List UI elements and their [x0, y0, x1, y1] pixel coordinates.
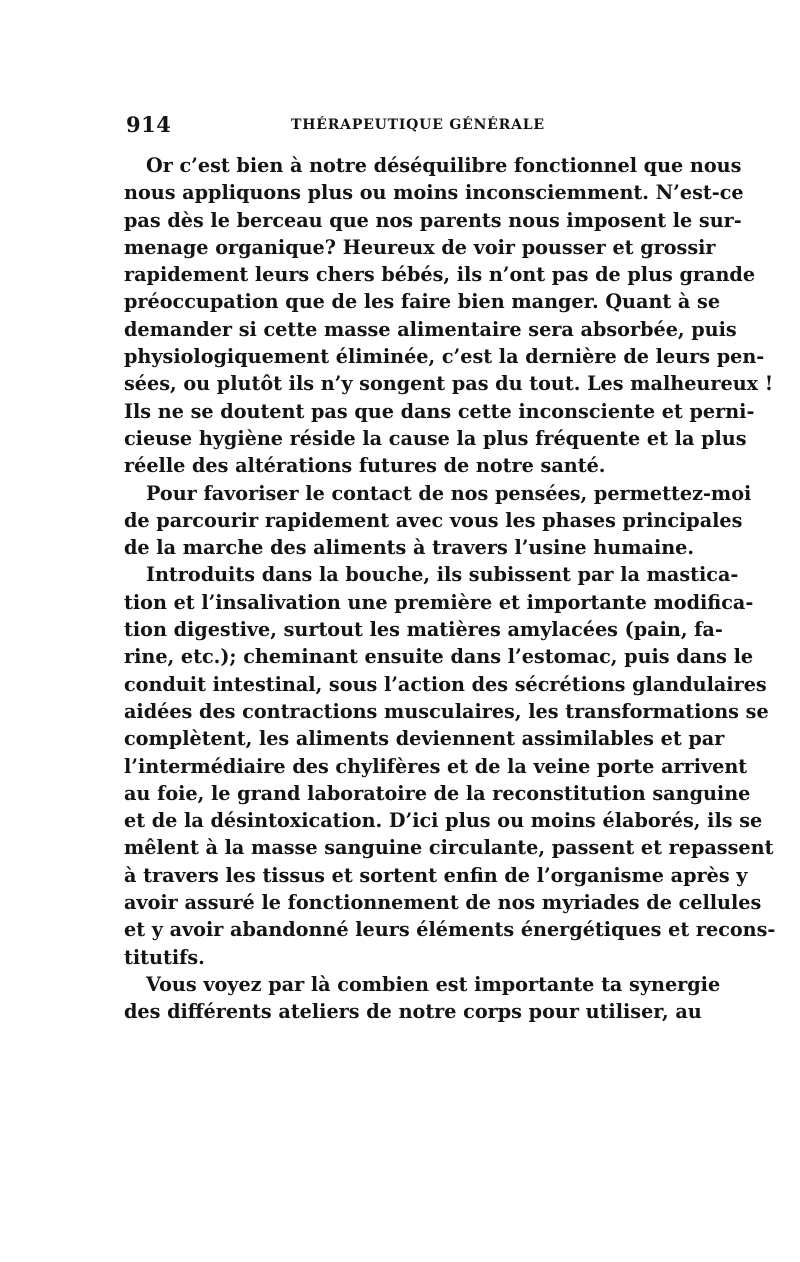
text-line: demander si cette masse alimentaire sera absorbée, puis — [124, 317, 737, 341]
text-line: et de la désintoxication. D’ici plus ou moins élaborés, ils se — [124, 809, 763, 833]
text-line: physiologiquement éliminée, c’est la dernière de leurs pen- — [124, 345, 765, 369]
text-line: tion et l’insalivation une première et importante modifica- — [124, 590, 754, 614]
text-line: des différents ateliers de notre corps pour utiliser, au — [124, 1000, 702, 1024]
text-line: Introduits dans la bouche, ils subissent par la mastica- — [146, 563, 739, 587]
text-line: préoccupation que de les faire bien manger. Quant à se — [124, 290, 721, 314]
text-line: Pour favoriser le contact de nos pensées, permettez-moi — [146, 481, 752, 505]
text-line: et y avoir abandonné leurs éléments énergétiques et recons- — [124, 918, 776, 942]
paragraph-1 — [124, 152, 774, 480]
text-line: rine, etc.); cheminant ensuite dans l’estomac, puis dans le — [124, 645, 754, 669]
text-line: pas dès le berceau que nos parents nous imposent le sur- — [124, 208, 742, 232]
text-line: réelle des altérations futures de notre santé. — [124, 454, 606, 478]
text-line: à travers les tissus et sortent enfin de l’organisme après y — [124, 863, 748, 887]
text-line: sées, ou plutôt ils n’y songent pas du tout. Les malheureux ! — [124, 372, 774, 396]
text-line: complètent, les aliments deviennent assimilables et par — [124, 727, 725, 751]
text-line: rapidement leurs chers bébés, ils n’ont pas de plus grande — [124, 263, 756, 287]
text-line: menage organique? Heureux de voir pousser et grossir — [124, 235, 716, 259]
text-line: mêlent à la masse sanguine circulante, passent et repassent — [124, 836, 774, 860]
text-line: aidées des contractions musculaires, les transformations se — [124, 699, 769, 723]
text-line: de parcourir rapidement avec vous les phases principales — [124, 508, 743, 532]
text-line: tion digestive, surtout les matières amylacées (pain, fa- — [124, 618, 723, 642]
text-line: nous appliquons plus ou moins inconsciemment. N’est-ce — [124, 181, 744, 205]
text-line: de la marche des aliments à travers l’usine humaine. — [124, 536, 695, 560]
page-header — [126, 112, 686, 140]
text-line: avoir assuré le fonctionnement de nos myriades de cellules — [124, 891, 762, 915]
text-line: cieuse hygiène réside la cause la plus fréquente et la plus — [124, 426, 747, 450]
text-line: l’intermédiaire des chylifères et de la veine porte arrivent — [124, 754, 748, 778]
paragraph-3 — [124, 561, 776, 970]
text-line: Vous voyez par là combien est importante ta synergie — [146, 972, 721, 996]
text-line: conduit intestinal, sous l’action des sécrétions glandulaires — [124, 672, 767, 696]
paragraph-2 — [124, 480, 752, 562]
text-line: Ils ne se doutent pas que dans cette inconsciente et perni- — [124, 399, 755, 423]
text-line: Or c’est bien à notre déséquilibre fonctionnel que nous — [146, 154, 742, 177]
text-line: titutifs. — [124, 945, 205, 969]
running-title: THÉRAPEUTIQUE GÉNÉRALE — [291, 117, 545, 133]
text-line: au foie, le grand laboratoire de la reconstitution sanguine — [124, 781, 751, 805]
body-text — [124, 152, 776, 1026]
page-number: 914 — [126, 112, 172, 137]
paragraph-4 — [124, 971, 721, 1026]
